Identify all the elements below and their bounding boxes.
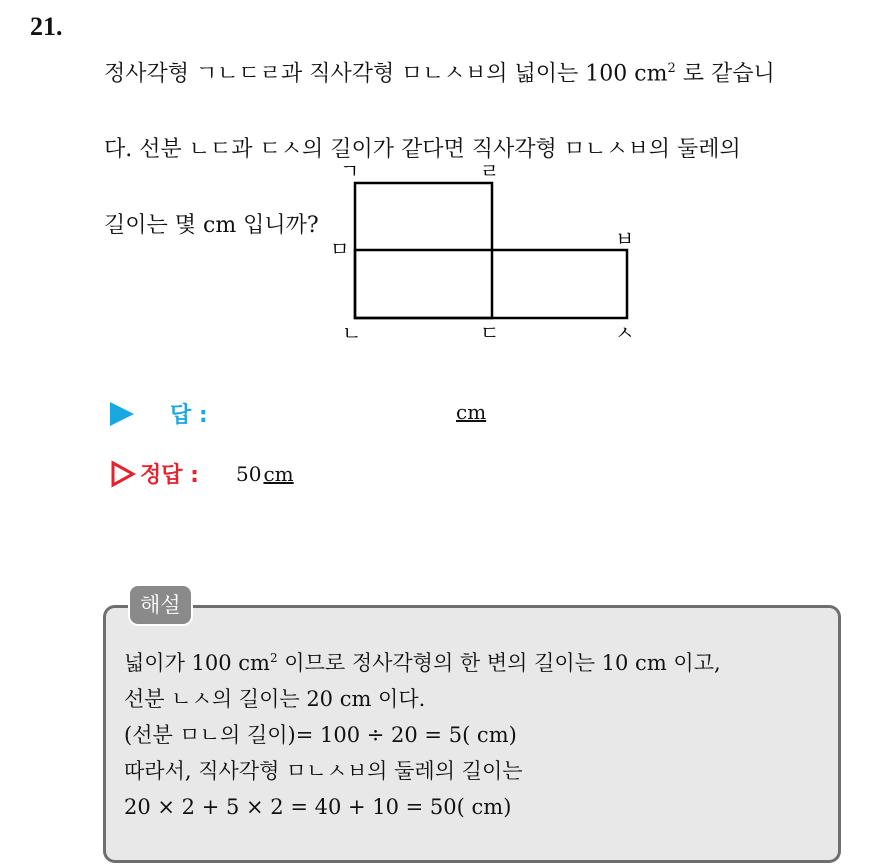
correct-answer-unit: cm [263,462,294,486]
correct-answer-label: 정답 : [140,463,199,488]
answer-play-icon [110,402,134,426]
explanation-line-1-tail: 이므로 정사각형의 한 변의 길이는 10 cm 이고, [277,651,721,675]
label-digeut: ㄷ [480,321,500,345]
correct-answer-number: 50 [236,462,262,486]
question-number: 21. [30,12,63,41]
explanation-line-1 [124,640,824,681]
answer-label: 답 : [170,403,208,428]
explanation-tag: 해설 [128,584,193,626]
label-bieup: ㅂ [615,227,635,251]
square-rectangle-figure [320,150,650,350]
explanation-line-3: (선분 ㅁㄴ의 길이)= 100 ÷ 20 = 5( cm) [124,723,517,747]
question-line-2: 다. 선분 ㄴㄷ과 ㄷㅅ의 길이가 같다면 직사각형 ㅁㄴㅅㅂ의 둘레의 [104,137,741,163]
question-line-1-tail: 로 같습니 [675,61,775,87]
question-line-3: 길이는 몇 cm 입니까? [104,213,319,239]
correct-answer-outline-triangle-icon [110,460,136,488]
explanation-line-4: 따라서, 직사각형 ㅁㄴㅅㅂ의 둘레의 길이는 [124,759,523,783]
explanation-line-5: 20 × 2 + 5 × 2 = 40 + 10 = 50( cm) [124,795,512,819]
question-line-1-text: 정사각형 ㄱㄴㄷㄹ과 직사각형 ㅁㄴㅅㅂ의 넓이는 100 cm [104,61,668,87]
superscript-two: 2 [667,61,676,76]
explanation-text [124,640,824,825]
label-giyeok: ㄱ [340,159,360,183]
explanation-line-2: 선분 ㄴㅅ의 길이는 20 cm 이다. [124,687,426,711]
question-line-1 [104,50,864,93]
explanation-line-1-text: 넓이가 100 cm [124,651,270,675]
explanation-superscript-two: 2 [269,651,278,665]
label-rieul: ㄹ [480,159,500,183]
correct-answer-value [236,462,294,486]
label-mieum: ㅁ [330,237,350,261]
label-nieun: ㄴ [342,321,362,345]
label-siot: ㅅ [615,321,635,345]
answer-unit: cm [456,400,487,424]
